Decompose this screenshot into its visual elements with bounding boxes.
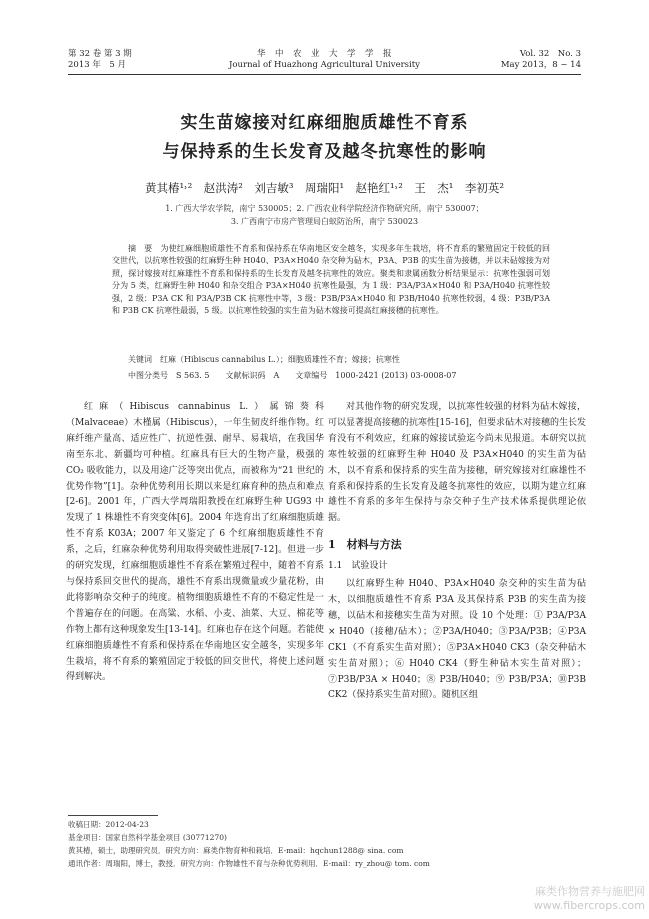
vol-no-text: Vol. 32 No. 3 bbox=[519, 49, 581, 59]
website-watermark bbox=[534, 885, 645, 913]
abstract-text: 为使红麻细胞质雄性不育系和保持系在华南地区安全越冬，实现多年生栽培，将不育系的繁殖固定于较低的回交世代，以抗寒性较强的红麻野生种 H040、P3A×H040 杂交种为砧木，P3A、P3B 的实生苗为接穗，并以未砧嫁接为对照，探讨嫁接对红麻雄性不育系和保持系的生长发育及越冬抗寒性的效应。聚类和隶属函数分析结果显示：抗寒性强弱可划分为 5 类，红麻野生种 H040 和杂交组合 P3A×H040 抗寒性最强，为 1 级：P3A/P3A×H040 和 P3A/H040 抗寒性较强，2 级：P3A CK 和 P3A/P3B CK 抗寒性中等，3 级：P3B/P3A×H040 和 P3B/H040 抗寒性较弱，4 级：P3B/P3A 和 P3B CK 抗寒性最弱，5 级。以抗寒性较强的实生苗为砧木嫁接可提高红麻接穗的抗寒性。 bbox=[112, 244, 551, 316]
doc-code-label: 文献标识码 bbox=[225, 371, 266, 380]
watermark-line2: www.fibercrops.com bbox=[533, 899, 645, 912]
issue-date-text: 2013 年 5 月 bbox=[68, 60, 126, 70]
clc-label: 中图分类号 bbox=[128, 371, 168, 380]
affiliation-line1: 1. 广西大学农学院，南宁 530005；2. 广西农业科学院经济作物研究所，南宁 530007； bbox=[165, 204, 484, 213]
keywords-line bbox=[112, 354, 552, 365]
paper-title-line2: 与保持系的生长发育及越冬抗寒性的影响 bbox=[162, 142, 487, 162]
intro-paragraph-2: 对其他作物的研究发现，以抗寒性较强的材料为砧木嫁接，可以显著提高接穗的抗寒性[15-16]，但要求砧木对接穗的生长发育没有不利效应，红麻的嫁接试验迄今尚未见报道。本研究以抗寒性较强的红麻野生种 H040 及 P3A×H040 的实生苗为砧木，以不育系和保持系的实生苗为接穗，研究嫁接对红麻雄性不育系和保持系的生长发育及越冬抗寒性的效应，以期为建立红麻雄性不育系的多年生保持与杂交种子生产技术体系提供理论依据。 bbox=[328, 402, 586, 524]
article-no-value: 1000-2421 (2013) 03-0008-07 bbox=[335, 371, 457, 380]
affiliation-line2: 3. 广西南宁市房产管理局白蚁防治所，南宁 530023 bbox=[230, 217, 419, 226]
journal-name-cn: 华 中 农 业 大 学 学 报 bbox=[256, 49, 392, 59]
paper-title-line1: 实生苗嫁接对红麻细胞质雄性不育系 bbox=[180, 113, 469, 133]
author-list: 黄其椿¹˒² 赵洪涛² 刘吉敏³ 周瑞阳¹ 赵艳红¹˒² 王 杰¹ 李初英² bbox=[144, 181, 505, 195]
date-pages-text: May 2013，8 ~ 14 bbox=[500, 60, 581, 70]
intro-paragraph-1: 红麻（Hibiscus cannabinus L.）属锦葵科（Malvaceae）木槿属（Hibiscus），一年生韧皮纤维作物。红麻纤维产量高、适应性广、抗逆性强、耐旱、易栽培，在我国华南至东北、新疆均可种植。红麻具有巨大的生物产量，极强的 CO₂ 吸收能力，以及用途广泛等突出优点，而被称为“21 世纪的优势作物”[1]。杂种优势利用长期以来是红麻育种的热点和难点[2-6]。2001 年，广西大学周瑞阳教授在红麻野生种 UG93 中发现了 1 株雄性不育突变体[6]。2004 年选育出了红麻细胞质雄性不育系 K03A；2007 年又鉴定了 6 个红麻细胞质雄性不育系，之后，红麻杂种优势利用取得突破性进展[7-12]。但进一步的研究发现，红麻细胞质雄性不育系在繁殖过程中，随着不育系与保持系回交世代的提高，雄性不育系出现微量或少量花粉，由此将影响杂交种子的纯度。植物细胞质雄性不育的不稳定性是一个普遍存在的问题。在高粱、水稻、小麦、油菜、大豆、棉花等作物上都有这种现象发生[13-14]。红麻也存在这个问题。若能使红麻细胞质雄性不育系和保持系在华南地区安全越冬，实现多年生栽培，将不育系的繁殖固定于较低的回交世代，将使上述问题得到解决。 bbox=[66, 402, 324, 683]
body-right-column bbox=[328, 400, 586, 704]
section-heading-materials-methods: 1 材料与方法 bbox=[328, 538, 402, 552]
fund-info: 基金项目：国家自然科学基金项目 (30771270) bbox=[68, 833, 227, 842]
abstract-label: 摘 要 bbox=[128, 244, 153, 253]
received-date: 收稿日期：2012-04-23 bbox=[68, 820, 149, 829]
methods-paragraph-1: 以红麻野生种 H040、P3A×H040 杂交种的实生苗为砧木，以细胞质雄性不育系 P3A 及其保持系 P3B 的实生苗为接穗，以砧木和接穗实生苗为对照。设 10 个处理：① P3A/P3A × H040（接穗/砧木）；②P3A/H040；③P3A/P3B；④P3A CK1（不育系实生苗对照）；⑤P3A×H040 CK3（杂交种砧木实生苗对照）；⑥ H040 CK4（野生种砧木实生苗对照）；⑦P3B/P3A × H040；⑧ P3B/H040；⑨ P3B/P3A；⑩P3B CK2（保持系实生苗对照）。随机区组 bbox=[328, 579, 586, 701]
doc-code-value: A bbox=[273, 371, 280, 380]
classification-line bbox=[112, 370, 552, 381]
watermark-line1: 麻类作物营养与施肥网 bbox=[535, 885, 645, 898]
journal-name-en: Journal of Huazhong Agricultural University bbox=[229, 60, 420, 70]
footnotes-block bbox=[68, 818, 430, 870]
keywords-label: 关键词 bbox=[128, 355, 152, 364]
abstract-block bbox=[112, 243, 550, 317]
corresponding-author-info: 通讯作者：周瑞阳，博士，教授．研究方向：作物雄性不育与杂种优势利用．E-mail：ry_zhou@ tom. com bbox=[68, 859, 430, 868]
first-author-info: 黄其椿，硕士，助理研究员．研究方向：麻类作物育种和栽培．E-mail：hqchun1288@ sina. com bbox=[68, 846, 404, 855]
clc-value: S 563. 5 bbox=[176, 371, 210, 380]
journal-vol-pages bbox=[501, 49, 581, 71]
body-left-column bbox=[66, 400, 324, 686]
keywords-text: 红麻（Hibiscus cannabilus L.）；细胞质雄性不育；嫁接；抗寒性 bbox=[160, 355, 400, 364]
article-no-label: 文章编号 bbox=[295, 371, 328, 380]
volume-issue-text: 第 32 卷 第 3 期 bbox=[68, 49, 132, 59]
footnote-rule bbox=[68, 815, 158, 816]
header-rule bbox=[68, 74, 581, 75]
subsection-heading-design: 1.1 试验设计 bbox=[328, 561, 388, 572]
